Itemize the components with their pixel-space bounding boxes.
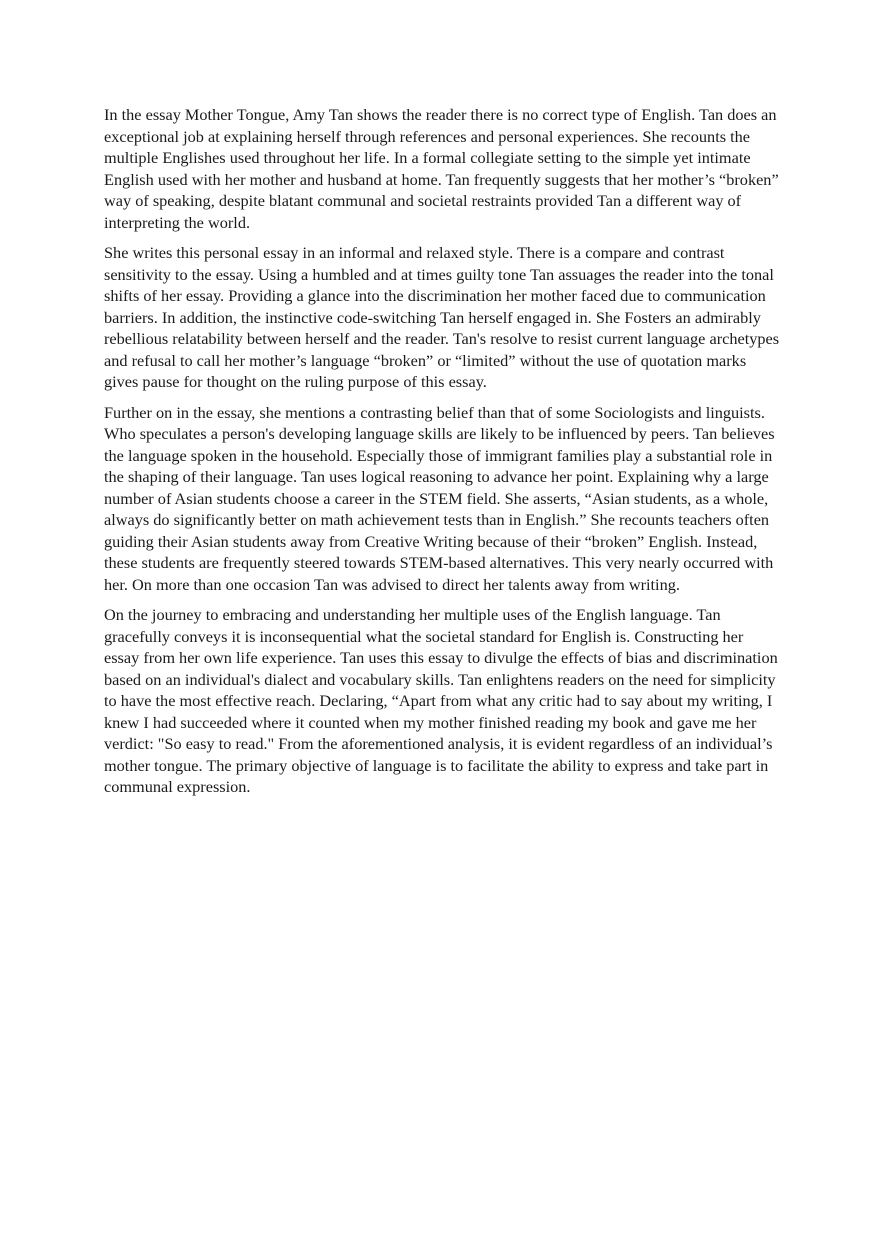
- essay-paragraph-4: On the journey to embracing and understanding her multiple uses of the English language. Tan gracefully conveys it is inconsequential what the societal standard for English is. Constructing her essay from her own life experience. Tan uses this essay to divulge the effects of bias and discrimination based on an individual's dialect and vocabulary skills. Tan enlightens readers on the need for simplicity to have the most effective reach. Declaring, “Apart from what any critic had to say about my writing, I knew I had succeeded where it counted when my mother finished reading my book and gave me her verdict: "So easy to read." From the aforementioned analysis, it is evident regardless of an individual’s mother tongue. The primary objective of language is to facilitate the ability to express and take part in communal expression.: [104, 605, 778, 796]
- essay-paragraph-2: She writes this personal essay in an informal and relaxed style. There is a compare and contrast sensitivity to the essay. Using a humbled and at times guilty tone Tan assuages the reader into the tonal shifts of her essay. Providing a glance into the discrimination her mother faced due to communication barriers. In addition, the instinctive code-switching Tan herself engaged in. She Fosters an admirably rebellious relatability between herself and the reader. Tan's resolve to resist current language archetypes and refusal to call her mother’s language “broken” or “limited” without the use of quotation marks gives pause for thought on the ruling purpose of this essay.: [104, 243, 780, 391]
- essay-body: [104, 104, 780, 807]
- essay-paragraph-3: Further on in the essay, she mentions a contrasting belief than that of some Sociologists and linguists. Who speculates a person's developing language skills are likely to be influenced by peers. Tan believes the language spoken in the household. Especially those of immigrant families play a substantial role in the shaping of their language. Tan uses logical reasoning to advance her point. Explaining why a large number of Asian students choose a career in the STEM field. She asserts, “Asian students, as a whole, always do significantly better on math achievement tests than in English.” She recounts teachers often guiding their Asian students away from Creative Writing because of their “broken” English. Instead, these students are frequently steered towards STEM-based alternatives. This very nearly occurred with her. On more than one occasion Tan was advised to direct her talents away from writing.: [104, 402, 775, 594]
- essay-paragraph-1: In the essay Mother Tongue, Amy Tan shows the reader there is no correct type of English. Tan does an exceptional job at explaining herself through references and personal experiences. She recounts the multiple Englishes used throughout her life. In a formal collegiate setting to the simple yet intimate English used with her mother and husband at home. Tan frequently suggests that her mother’s “broken” way of speaking, despite blatant communal and societal restraints provided Tan a different way of interpreting the world.: [104, 105, 779, 232]
